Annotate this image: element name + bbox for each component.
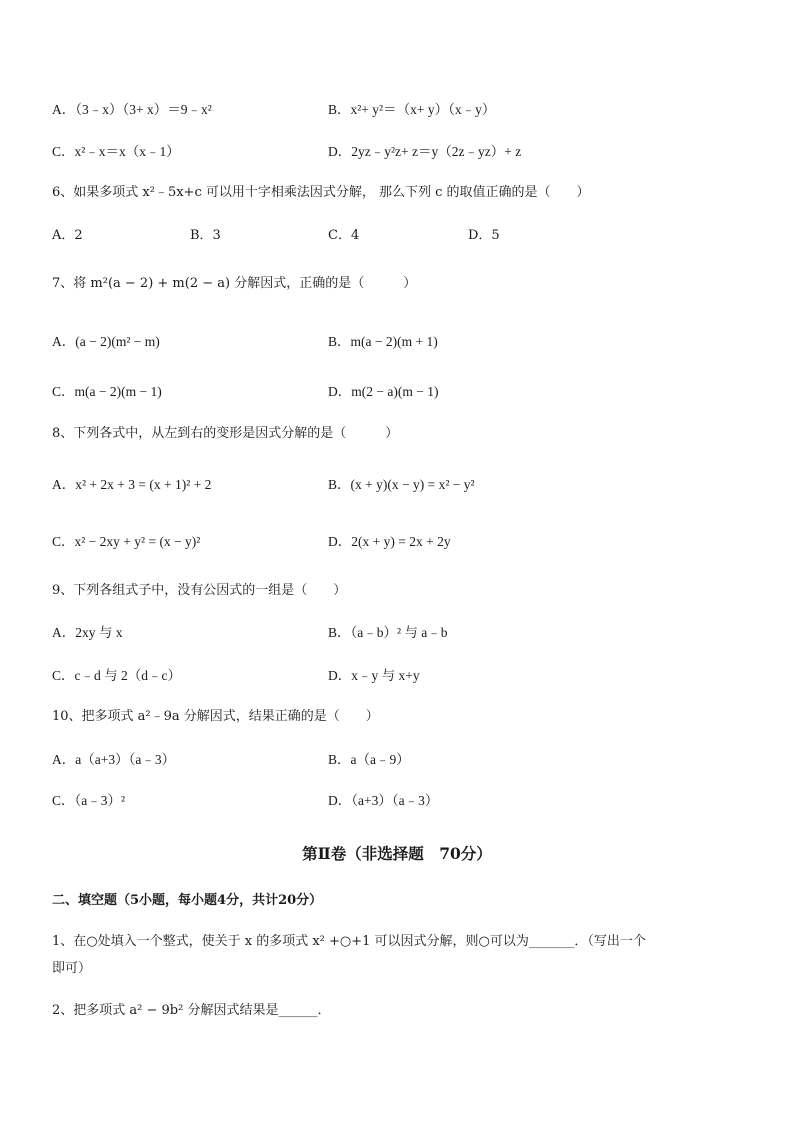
q5-option-a[interactable]: A．（3﹣x）（3+ x）＝9﹣x² [52,102,212,117]
q7-stem: 7、将 m²(a − 2) + m(2 − a) 分解因式，正确的是（ ） [52,276,417,291]
q9-option-b[interactable]: B．（a﹣b）² 与 a﹣b [328,625,448,640]
q5-option-d[interactable]: D．2yz﹣y²z+ z＝y（2z﹣yz）+ z [328,144,522,159]
q7-option-a[interactable]: A．(a − 2)(m² − m) [52,334,160,349]
q10-option-a[interactable]: A．a（a+3）（a﹣3） [52,752,176,767]
q6-option-a[interactable]: A．2 [52,228,83,243]
q9-stem: 9、下列各组式子中，没有公因式的一组是（ ） [52,583,347,598]
q8-option-a[interactable]: A．x² + 2x + 3 = (x + 1)² + 2 [52,477,212,492]
q9-option-d[interactable]: D．x﹣y 与 x+y [328,668,420,683]
q10-stem: 10、把多项式 a²﹣9a 分解因式，结果正确的是（ ） [52,709,379,724]
q9-option-a[interactable]: A．2xy 与 x [52,625,123,640]
q7-option-b[interactable]: B．m(a − 2)(m + 1) [328,334,438,349]
q6-option-b[interactable]: B．3 [190,228,221,243]
fill-q1-line1: 1、在○处填入一个整式，使关于 x 的多项式 x² +○+1 可以因式分解，则○可以为_______．（写出一个 [52,934,646,949]
q6-option-d[interactable]: D．5 [468,228,500,243]
q7-option-d[interactable]: D．m(2 − a)(m − 1) [328,384,439,399]
part2-title: 第Ⅱ卷（非选择题 70分） [302,844,492,863]
q8-option-c[interactable]: C．x² − 2xy + y² = (x − y)² [52,534,201,549]
q6-option-c[interactable]: C．4 [328,228,360,243]
q6-stem: 6、如果多项式 x²﹣5x+c 可以用十字相乘法因式分解， 那么下列 c 的取值正确的是（ ） [52,185,590,200]
section2-title: 二、填空题（5小题，每小题4分，共计20分） [52,893,323,908]
q5-option-c[interactable]: C．x²﹣x＝x（x﹣1） [52,144,180,159]
q8-option-d[interactable]: D．2(x + y) = 2x + 2y [328,534,451,549]
q10-option-c[interactable]: C．（a﹣3）² [52,793,126,808]
fill-q2: 2、把多项式 a² − 9b² 分解因式结果是______． [52,1003,331,1018]
q7-option-c[interactable]: C．m(a − 2)(m − 1) [52,384,162,399]
q5-option-b[interactable]: B．x²+ y²＝（x+ y）（x﹣y） [328,102,496,117]
fill-q1-line2: 即可） [52,961,92,976]
q10-option-b[interactable]: B．a（a﹣9） [328,752,410,767]
q8-stem: 8、下列各式中，从左到右的变形是因式分解的是（ ） [52,426,399,441]
q10-option-d[interactable]: D．（a+3）（a﹣3） [328,793,439,808]
q8-option-b[interactable]: B．(x + y)(x − y) = x² − y² [328,477,475,492]
q9-option-c[interactable]: C．c﹣d 与 2（d﹣c） [52,668,181,683]
